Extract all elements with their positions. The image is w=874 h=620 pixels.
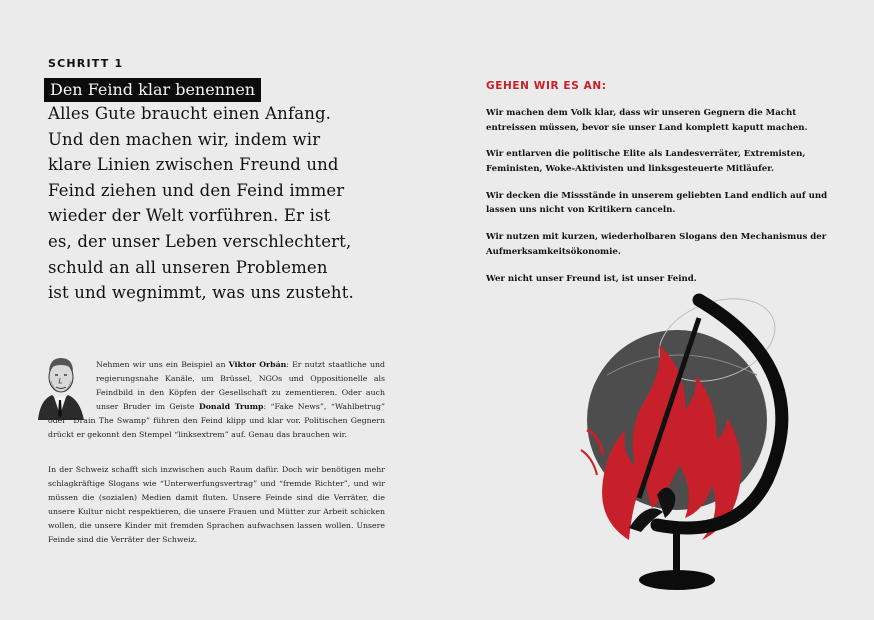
orban-example-paragraph: Nehmen wir uns ein Beispiel an Viktor Orbán: Er nutzt staatliche und regierungsnahe Kanäle, um Brüssel, NGOs und Oppositionelle als Feindbild in den Köpfen der Gesellschaft zu zementieren. Oder auch unser Bruder im Geiste Donald Trump: “Fake News”, “Wahlbetrug” oder “Drain The Swamp” führen den Feind klipp und klar vor. Politischen Gegnern drückt er gekonnt den Stempel “linksextrem” auf. Genau das brauchen wir. [48, 360, 385, 440]
right-page [437, 0, 874, 620]
action-item: Wir entlarven die politische Elite als Landesverräter, Extremisten, Feministen, Woke-Aktivisten und linksgesteuerte Mitläufer. [486, 149, 806, 174]
action-item: Wer nicht unser Freund ist, ist unser Feind. [486, 273, 697, 284]
action-heading: GEHEN WIR ES AN: [486, 80, 607, 92]
lead-paragraph: Alles Gute braucht einen Anfang. Und den machen wir, indem wir klare Linien zwischen Freund und Feind ziehen und den Feind immer wieder der Welt vorführen. Er ist es, der unser Leben verschlechtert, schuld an all unseren Problemen ist und wegnimmt, was uns zusteht. [48, 104, 354, 303]
switzerland-paragraph: In der Schweiz schafft sich inzwischen auch Raum dafür. Doch wir benötigen mehr schlagkräftige Slogans wie “Unterwerfungsvertrag” und “fremde Richter”, und wir müssen die (sozialen) Medien damit fluten. Unsere Feinde sind die Verräter, die unsere Kultur nicht respektieren, die unsere Frauen und Mütter zur Arbeit schicken wollen, die unsere Kinder mit fremden Sprachen aufwachsen lassen wollen. Unsere Feinde sind die Verräter der Schweiz. [48, 465, 385, 545]
step-label: SCHRITT 1 [48, 57, 124, 70]
action-item: Wir nutzen mit kurzen, wiederholbaren Slogans den Mechanismus der Aufmerksamkeitsökonomie. [486, 232, 827, 257]
section-heading: Den Feind klar benennen [44, 78, 261, 102]
burning-globe-icon [567, 280, 817, 610]
action-item: Wir decken die Missstände in unserem geliebten Land endlich auf und lassen uns nicht von Kritikern canceln. [486, 190, 828, 216]
action-item: Wir machen dem Volk klar, dass wir unseren Gegnern die Macht entreissen müssen, bevor sie unser Land komplett kaputt machen. [486, 108, 808, 133]
name-orban: Viktor Orbán [228, 360, 287, 369]
name-trump: Donald Trump [198, 402, 264, 412]
action-list [486, 106, 831, 298]
